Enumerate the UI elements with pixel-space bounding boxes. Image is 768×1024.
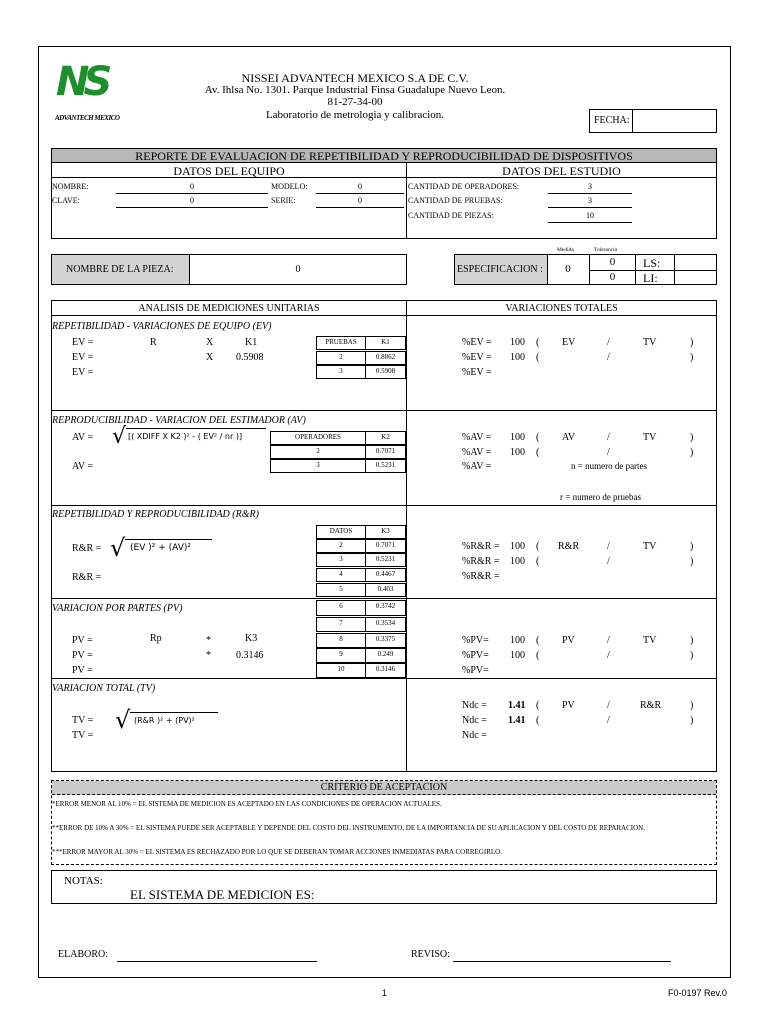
rr-row-9-k: 0.249 xyxy=(365,648,406,663)
pv-row1-k3: K3 xyxy=(245,633,258,644)
ndc-1-close: ) xyxy=(690,700,694,711)
ndc-1-141: 1.41 xyxy=(508,700,526,711)
pct-ev-2-close: ) xyxy=(690,352,694,363)
ndc-1-label: Ndc = xyxy=(462,700,487,711)
criterio-line-3: ***ERROR MAYOR AL 30% = EL SISTEMA ES RECHAZADO POR LO QUE SE DEBERAN TOMAR ACCIONES INMEDIATAS PARA CORREGIRLO. xyxy=(52,848,502,856)
rr-row-6-k: 0.3742 xyxy=(365,600,406,616)
av-table-r1-c1: 2 xyxy=(270,445,366,459)
modelo-value: 0 xyxy=(358,182,362,191)
notas-label: NOTAS: xyxy=(64,875,103,887)
tolerancia-label: Tolerancia xyxy=(594,247,618,253)
ev-table-r2-c2: 0.5908 xyxy=(365,365,406,379)
pv-row1-label: PV = xyxy=(72,635,93,646)
ndc-2-open: ( xyxy=(536,715,540,726)
pct-av-2-open: ( xyxy=(536,447,540,458)
pieza-value: 0 xyxy=(295,264,301,275)
pct-pv-1-close: ) xyxy=(690,635,694,646)
r-note: r = numero de pruebas xyxy=(560,492,642,502)
especificacion-label: ESPECIFICACION : xyxy=(457,264,543,275)
pct-rr-1-slash: / xyxy=(607,541,610,552)
pct-av-2-100: 100 xyxy=(510,447,525,458)
ev-table-h1: PRUEBAS xyxy=(316,336,366,350)
rr-row-4-k: 0.4467 xyxy=(365,568,406,582)
page-number: 1 xyxy=(382,988,388,998)
especificacion-value: 0 xyxy=(565,263,571,275)
pct-rr-1-100: 100 xyxy=(510,541,525,552)
pct-rr-1-tv: TV xyxy=(643,541,657,552)
pct-av-1-100: 100 xyxy=(510,432,525,443)
criterio-title: CRITERIO DE ACEPTACION xyxy=(320,782,448,793)
pct-ev-2-slash: / xyxy=(607,352,610,363)
pct-av-2-slash: / xyxy=(607,447,610,458)
ev-row1-x: X xyxy=(206,337,214,348)
ndc-2-close: ) xyxy=(690,715,694,726)
modelo-label: MODELO: xyxy=(271,182,308,191)
ev-table-r1-c2: 0.8862 xyxy=(365,351,406,365)
company-phone: 81-27-34-00 xyxy=(327,96,383,108)
pct-rr-1-label: %R&R = xyxy=(462,541,500,552)
tolerancia-bottom: 0 xyxy=(609,271,616,283)
ev-row2-label: EV = xyxy=(72,352,94,363)
pct-rr-1-open: ( xyxy=(536,541,540,552)
pct-ev-1-100: 100 xyxy=(510,337,525,348)
serie-label: SERIE: xyxy=(271,196,296,205)
pct-pv-1-100: 100 xyxy=(510,635,525,646)
pct-rr-2-100: 100 xyxy=(510,556,525,567)
variaciones-title: VARIACIONES TOTALES xyxy=(505,303,618,314)
logo-icon: NS xyxy=(56,59,107,105)
rr-row-7-k: 0.3534 xyxy=(365,617,406,632)
av-row1-label: AV = xyxy=(72,432,94,443)
av-table-r2-c1: 3 xyxy=(270,459,366,473)
ls-label: LS: xyxy=(643,256,661,270)
pct-pv-1-tv: TV xyxy=(643,635,657,646)
av-table-r2-c2: 0.5231 xyxy=(365,459,406,473)
pv-row2-label: PV = xyxy=(72,650,93,661)
ev-title: REPETIBILIDAD - VARIACIONES DE EQUIPO (EV) xyxy=(52,321,272,332)
tv-row1-label: TV = xyxy=(72,715,94,726)
rr-row-4-d: 4 xyxy=(316,568,366,582)
ndc-1-slash: / xyxy=(607,700,610,711)
piezas-label: CANTIDAD DE PIEZAS: xyxy=(408,211,494,220)
rr-row-6-d: 6 xyxy=(316,600,366,616)
ev-row1-r: R xyxy=(150,337,157,348)
rr-row-5-k: 0.403 xyxy=(365,583,406,597)
ev-row3-label: EV = xyxy=(72,367,94,378)
nombre-label: NOMBRE: xyxy=(52,182,89,191)
tv-sqrt-icon: √ xyxy=(115,706,131,734)
ev-table-h2: K1 xyxy=(365,336,406,350)
medida-label: Medida xyxy=(557,247,574,253)
logo-subtitle: ADVANTECH MEXICO xyxy=(55,114,120,122)
pct-rr-2-close: ) xyxy=(690,556,694,567)
av-title: REPRODUCIBILIDAD - VARIACION DEL ESTIMADOR (AV) xyxy=(52,415,306,426)
rr-row-2-k: 0.7071 xyxy=(365,539,406,553)
av-row2-label: AV = xyxy=(72,461,94,472)
ev-row1-k1: K1 xyxy=(245,337,258,348)
operadores-value: 3 xyxy=(588,182,592,191)
pct-ev-1-slash: / xyxy=(607,337,610,348)
pv-title: VARIACION POR PARTES (PV) xyxy=(52,603,183,614)
pct-ev-2-open: ( xyxy=(536,352,540,363)
nombre-value: 0 xyxy=(190,182,194,191)
pct-av-1-label: %AV = xyxy=(462,432,492,443)
pct-pv-2-label: %PV= xyxy=(462,650,489,661)
rr-row-8-k: 0.3375 xyxy=(365,633,406,648)
rr-row-5-d: 5 xyxy=(316,583,366,597)
av-table-r1-c2: 0.7071 xyxy=(365,445,406,459)
av-table-h1: OPERADORES xyxy=(270,431,366,445)
pct-pv-2-slash: / xyxy=(607,650,610,661)
pct-pv-1-open: ( xyxy=(536,635,540,646)
pct-pv-3-label: %PV= xyxy=(462,665,489,676)
ndc-1-pv: PV xyxy=(562,700,575,711)
pct-ev-2-label: %EV = xyxy=(462,352,492,363)
criterio-line-2: **ERROR DE 10% A 30% = EL SISTEMA PUEDE SER ACEPTABLE Y DEPENDE DEL COSTO DEL INSTRUMENTO, DE LA IMPORTANCIA DE SU APLICACION Y DEL COSTO DE REPARACION. xyxy=(52,824,645,832)
clave-value: 0 xyxy=(190,196,194,205)
operadores-label: CANTIDAD DE OPERADORES: xyxy=(408,182,520,191)
pv-row2-value: 0.3146 xyxy=(236,650,264,661)
n-note: n = numero de partes xyxy=(571,461,648,471)
rr-title: REPETIBILIDAD Y REPRODUCIBILIDAD (R&R) xyxy=(52,509,259,520)
ev-table-r1-c1: 2 xyxy=(316,351,366,365)
equipo-title: DATOS DEL EQUIPO xyxy=(173,164,285,178)
sistema-label: EL SISTEMA DE MEDICION ES: xyxy=(130,887,315,902)
pct-rr-2-label: %R&R = xyxy=(462,556,500,567)
pct-av-1-open: ( xyxy=(536,432,540,443)
fecha-label: FECHA: xyxy=(594,115,630,126)
rr-row-8-d: 8 xyxy=(316,633,366,648)
av-formula: [( XDIFF X K2 )² - ( EV² / nr )] xyxy=(128,432,243,441)
ev-row2-x: X xyxy=(206,352,214,363)
tv-row2-label: TV = xyxy=(72,730,94,741)
company-address: Av. Ihlsa No. 1301. Parque Industrial Finsa Guadalupe Nuevo Leon. xyxy=(204,84,506,96)
pct-pv-2-open: ( xyxy=(536,650,540,661)
criterio-line-1: *ERROR MENOR AL 10% = EL SISTEMA DE MEDICION ES ACEPTADO EN LAS CONDICIONES DE OPERACION ACTUALES. xyxy=(52,800,442,808)
ndc-3-label: Ndc = xyxy=(462,730,487,741)
pruebas-label: CANTIDAD DE PRUEBAS: xyxy=(408,196,503,205)
pct-av-3-label: %AV = xyxy=(462,461,492,472)
rr-row2-label: R&R = xyxy=(72,572,102,583)
tolerancia-top: 0 xyxy=(609,256,616,268)
pct-av-2-label: %AV = xyxy=(462,447,492,458)
clave-label: CLAVE: xyxy=(52,196,80,205)
estudio-title: DATOS DEL ESTUDIO xyxy=(502,164,621,178)
rr-row-2-d: 2 xyxy=(316,539,366,553)
tv-formula: (R&R )² + (PV)² xyxy=(134,716,195,725)
pct-ev-1-open: ( xyxy=(536,337,540,348)
pct-ev-1-close: ) xyxy=(690,337,694,348)
pv-row1-rp: Rp xyxy=(150,633,162,644)
pct-pv-2-100: 100 xyxy=(510,650,525,661)
ndc-2-141: 1.41 xyxy=(508,715,526,726)
lab-name: Laboratorio de metrologia y calibracion. xyxy=(265,109,445,121)
pct-rr-1-close: ) xyxy=(690,541,694,552)
pct-rr-3-label: %R&R = xyxy=(462,571,500,582)
rr-row1-label: R&R = xyxy=(72,543,102,554)
pct-ev-1-label: %EV = xyxy=(462,337,492,348)
ndc-1-rr: R&R xyxy=(640,700,662,711)
rr-row-3-k: 0.5231 xyxy=(365,553,406,567)
rr-row-7-d: 7 xyxy=(316,617,366,632)
rr-row-10-d: 10 xyxy=(316,663,366,678)
rr-row-10-k: 0.3146 xyxy=(365,663,406,678)
pct-rr-1-rr: R&R xyxy=(558,541,580,552)
tv-title: VARIACION TOTAL (TV) xyxy=(52,683,156,694)
pct-ev-1-tv: TV xyxy=(643,337,657,348)
av-table-h2: K2 xyxy=(365,431,406,445)
rr-table-h1: DATOS xyxy=(316,525,366,539)
av-sqrt-icon: √ xyxy=(112,424,127,449)
pct-pv-2-close: ) xyxy=(690,650,694,661)
ndc-2-slash: / xyxy=(607,715,610,726)
pv-row2-star: * xyxy=(206,650,211,661)
serie-value: 0 xyxy=(358,196,362,205)
pct-av-1-close: ) xyxy=(690,432,694,443)
pct-pv-1-slash: / xyxy=(607,635,610,646)
rr-table-h2: K3 xyxy=(365,525,406,539)
pruebas-value: 3 xyxy=(588,196,592,205)
pct-av-1-tv: TV xyxy=(643,432,657,443)
li-label: LI: xyxy=(643,271,658,285)
analisis-title: ANALISIS DE MEDICIONES UNITARIAS xyxy=(138,303,320,314)
form-code: F0-0197 Rev.0 xyxy=(668,988,727,998)
company-name: NISSEI ADVANTECH MEXICO S.A DE C.V. xyxy=(241,71,469,85)
pct-ev-1-ev: EV xyxy=(562,337,576,348)
ev-table-r2-c1: 3 xyxy=(316,365,366,379)
pct-ev-3-label: %EV = xyxy=(462,367,492,378)
rr-row-9-d: 9 xyxy=(316,648,366,663)
pct-av-2-close: ) xyxy=(690,447,694,458)
ev-row1-label: EV = xyxy=(72,337,94,348)
pieza-label: NOMBRE DE LA PIEZA: xyxy=(66,264,174,275)
rr-sqrt-icon: √ xyxy=(110,534,126,562)
pct-rr-2-slash: / xyxy=(607,556,610,567)
reviso-line[interactable] xyxy=(453,961,671,962)
report-title: REPORTE DE EVALUACION DE REPETIBILIDAD Y REPRODUCIBILIDAD DE DISPOSITIVOS xyxy=(135,149,633,163)
pv-row1-star: * xyxy=(206,635,211,646)
elaboro-line[interactable] xyxy=(117,961,317,962)
rr-formula: (EV )² + (AV)² xyxy=(130,543,191,553)
rr-row-3-d: 3 xyxy=(316,553,366,567)
pct-pv-1-label: %PV= xyxy=(462,635,489,646)
pct-ev-2-100: 100 xyxy=(510,352,525,363)
pct-rr-2-open: ( xyxy=(536,556,540,567)
pv-row3-label: PV = xyxy=(72,665,93,676)
piezas-value: 10 xyxy=(586,211,594,220)
reviso-label: REVISO: xyxy=(411,949,450,960)
elaboro-label: ELABORO: xyxy=(58,949,108,960)
pct-av-1-av: AV xyxy=(562,432,576,443)
ev-row2-value: 0.5908 xyxy=(236,352,264,363)
pct-av-1-slash: / xyxy=(607,432,610,443)
pct-pv-1-pv: PV xyxy=(562,635,575,646)
ndc-2-label: Ndc = xyxy=(462,715,487,726)
ndc-1-open: ( xyxy=(536,700,540,711)
